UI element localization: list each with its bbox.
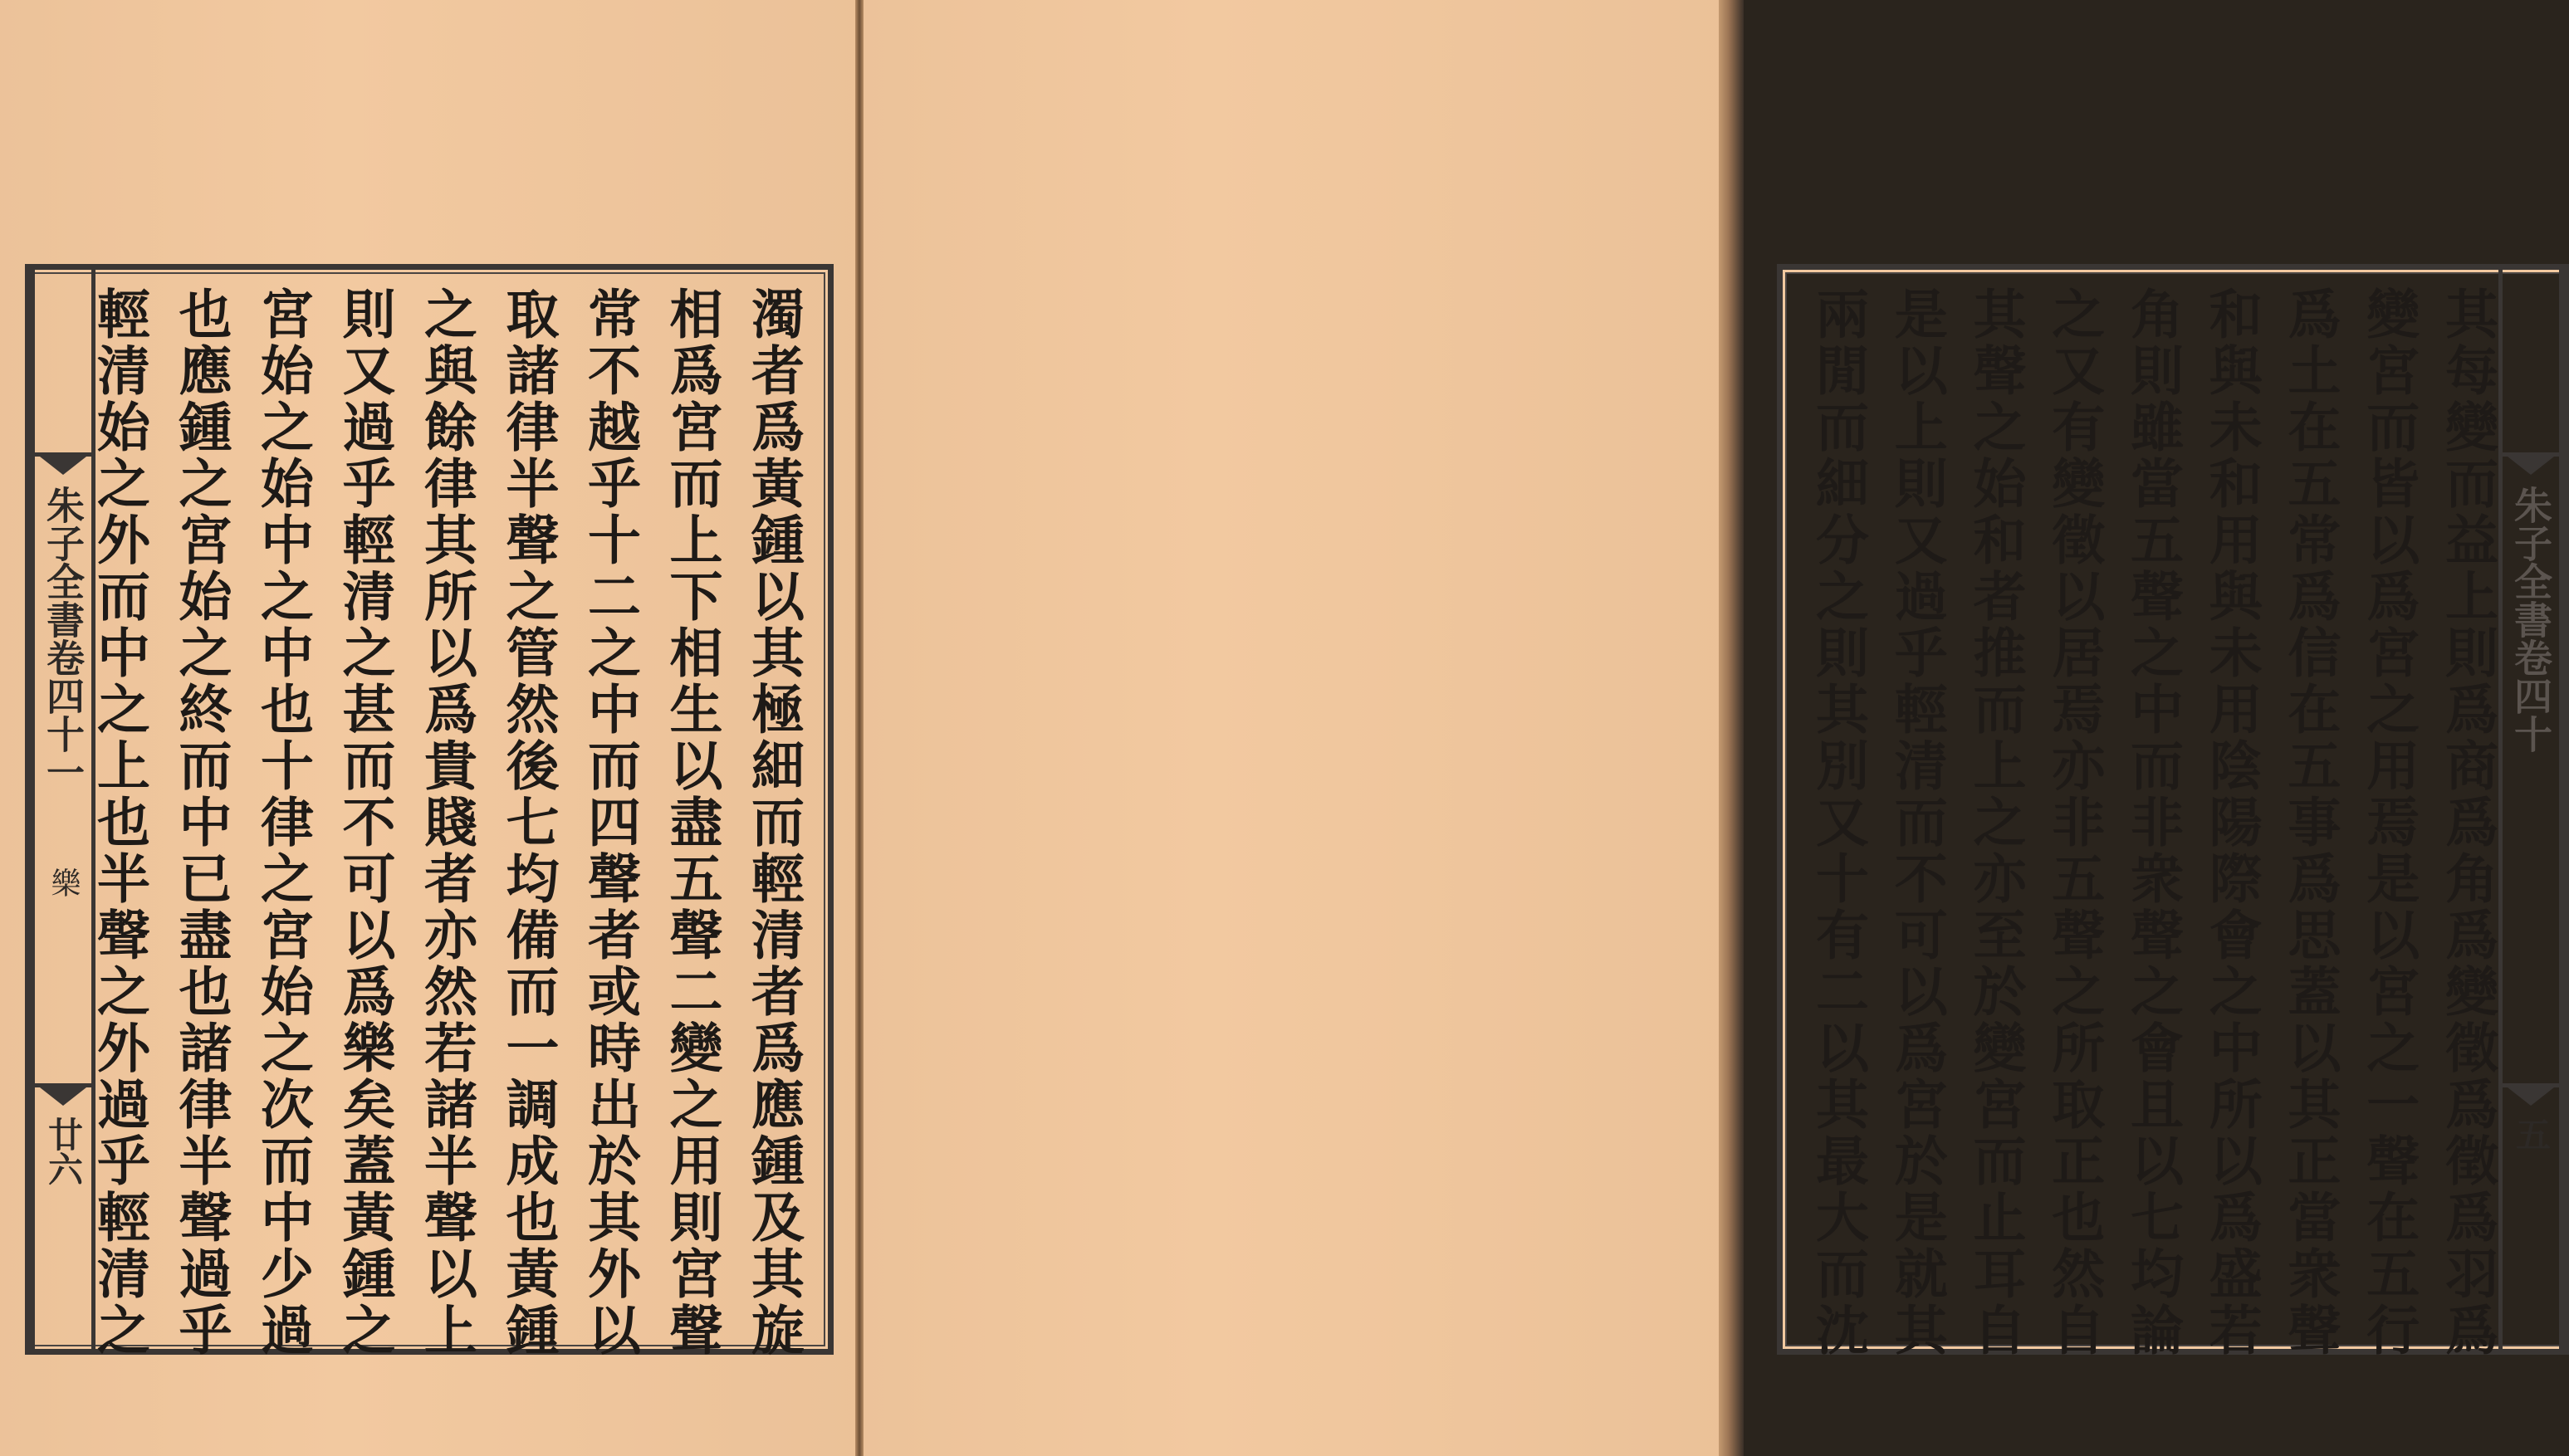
text-column: 和與未和用與未用陰陽際會之中所以爲盛若 <box>2200 286 2263 1359</box>
text-column: 相爲宮而上下相生以盡五聲二變之用則宮聲 <box>660 286 723 1359</box>
right-page <box>864 0 2553 1456</box>
text-column: 宮始之始中之中也十律之宮始之次而中少過 <box>252 286 314 1359</box>
text-column: 其聲之始和者推而上之亦至於變宮而止耳自 <box>1964 286 2027 1359</box>
text-column: 之又有變徵以居焉亦非五聲之所取正也然自 <box>2043 286 2106 1359</box>
fishtail-top-icon <box>2503 452 2559 481</box>
text-column: 兩閒而細分之則其別又十有二以其最大而沈 <box>1807 286 1869 1359</box>
right-bankou <box>2498 270 2563 1349</box>
right-bankou-title: 朱子全書卷四十 <box>2508 486 2553 753</box>
left-bankou-section: 樂 <box>46 867 81 897</box>
text-column: 角則雖當五聲之中而非衆聲之會且以七均論 <box>2121 286 2184 1359</box>
book-edge-right <box>1719 0 1744 1456</box>
text-column: 濁者爲黃鍾以其極細而輕清者爲應鍾及其旋 <box>742 286 805 1359</box>
right-page-frame <box>1777 264 2569 1359</box>
text-column: 取諸律半聲之管然後七均備而一調成也黃鍾 <box>497 286 560 1359</box>
text-column: 則又過乎輕清之甚而不可以爲樂矣蓋黃鍾之 <box>333 286 396 1359</box>
right-bankou-page-number: 五 <box>2511 1116 2552 1151</box>
text-column: 是以上則又過乎輕清而不可以爲宮於是就其 <box>1885 286 1948 1359</box>
fishtail-bottom-icon <box>2503 1083 2559 1112</box>
right-text-block <box>1799 286 2505 1359</box>
text-column: 也應鍾之宮始之終而中已盡也諸律半聲過乎 <box>169 286 232 1359</box>
text-column: 常不越乎十二之中而四聲者或時出於其外以 <box>579 286 641 1359</box>
left-page-frame <box>25 264 834 1359</box>
text-column: 其每變而益上則爲商爲角爲變徵爲徵爲羽爲 <box>2436 286 2498 1359</box>
text-column: 爲土在五常爲信在五事爲思蓋以其正當衆聲 <box>2278 286 2341 1359</box>
text-column: 之與餘律其所以爲貴賤者亦然若諸半聲以上 <box>415 286 477 1359</box>
left-bankou-page-number: 廿六 <box>43 1116 84 1186</box>
left-page <box>0 0 855 1456</box>
left-text-block <box>81 286 811 1359</box>
left-bankou-title: 朱子全書卷四十一 <box>41 486 86 791</box>
text-column: 輕清始之外而中之上也半聲之外過乎輕清之 <box>88 286 150 1359</box>
book-gutter <box>855 0 864 1456</box>
text-column: 變宮而皆以爲宮之用焉是以宮之一聲在五行 <box>2357 286 2420 1359</box>
